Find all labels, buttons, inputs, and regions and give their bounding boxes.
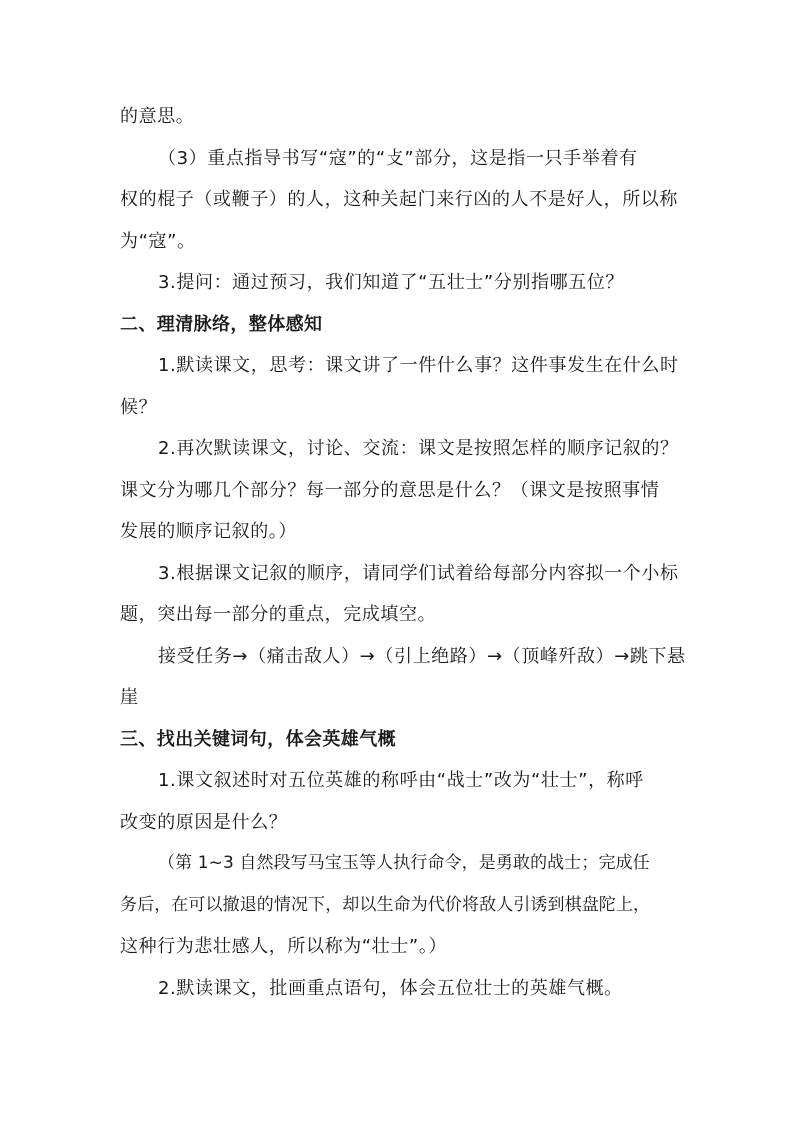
section-heading-3: 三、找出关键词句，体会英雄气概 bbox=[120, 728, 396, 750]
paragraph-line: 改变的原因是什么？ bbox=[120, 811, 288, 833]
paragraph-line-writing-guidance: （3）重点指导书写“寇”的“攴”部分，这是指一只手举着有 bbox=[158, 147, 638, 169]
sequence-line: 接受任务→（痛击敌人）→（引上绝路）→（顶峰歼敌）→跳下悬 bbox=[158, 645, 686, 667]
answer-line: 务后，在可以撤退的情况下，却以生命为代价将敌人引诱到棋盘陀上， bbox=[120, 894, 651, 915]
question-line: 1.默读课文，思考：课文讲了一件什么事？这件事发生在什么时 bbox=[158, 355, 679, 376]
answer-line: 这种行为悲壮感人，所以称为“壮士”。） bbox=[120, 936, 448, 957]
answer-line: （第 1~3 自然段写马宝玉等人执行命令，是勇敢的战士；完成任 bbox=[158, 853, 650, 873]
paragraph-line: 候？ bbox=[120, 396, 158, 418]
section-heading-2: 二、理清脉络，整体感知 bbox=[120, 313, 323, 335]
question-line: 3.根据课文记叙的顺序，请同学们试着给每部分内容拟一个小标 bbox=[158, 562, 679, 584]
question-line: 2.默读课文，批画重点语句，体会五位壮士的英雄气概。 bbox=[158, 977, 623, 999]
paragraph-line: 发展的顺序记叙的。） bbox=[120, 521, 297, 542]
paragraph-line: 题，突出每一部分的重点，完成填空。 bbox=[120, 604, 437, 625]
question-line: 2.再次默读课文，讨论、交流：课文是按照怎样的顺序记叙的？ bbox=[158, 438, 679, 459]
paragraph-line-continuation: 的意思。 bbox=[120, 106, 195, 127]
document-page bbox=[120, 96, 686, 1009]
question-line: 1.课文叙述时对五位英雄的称呼由“战士”改为“壮士”，称呼 bbox=[158, 770, 644, 791]
paragraph-line: 崖 bbox=[120, 687, 139, 708]
paragraph-line: 课文分为哪几个部分？每一部分的意思是什么？（课文是按照事情 bbox=[120, 479, 660, 501]
question-line: 3.提问：通过预习，我们知道了“五壮士”分别指哪五位？ bbox=[158, 272, 625, 293]
paragraph-line: 为“寇”。 bbox=[120, 230, 196, 252]
paragraph-line: 权的棍子（或鞭子）的人，这种关起门来行凶的人不是好人，所以称 bbox=[120, 189, 678, 210]
